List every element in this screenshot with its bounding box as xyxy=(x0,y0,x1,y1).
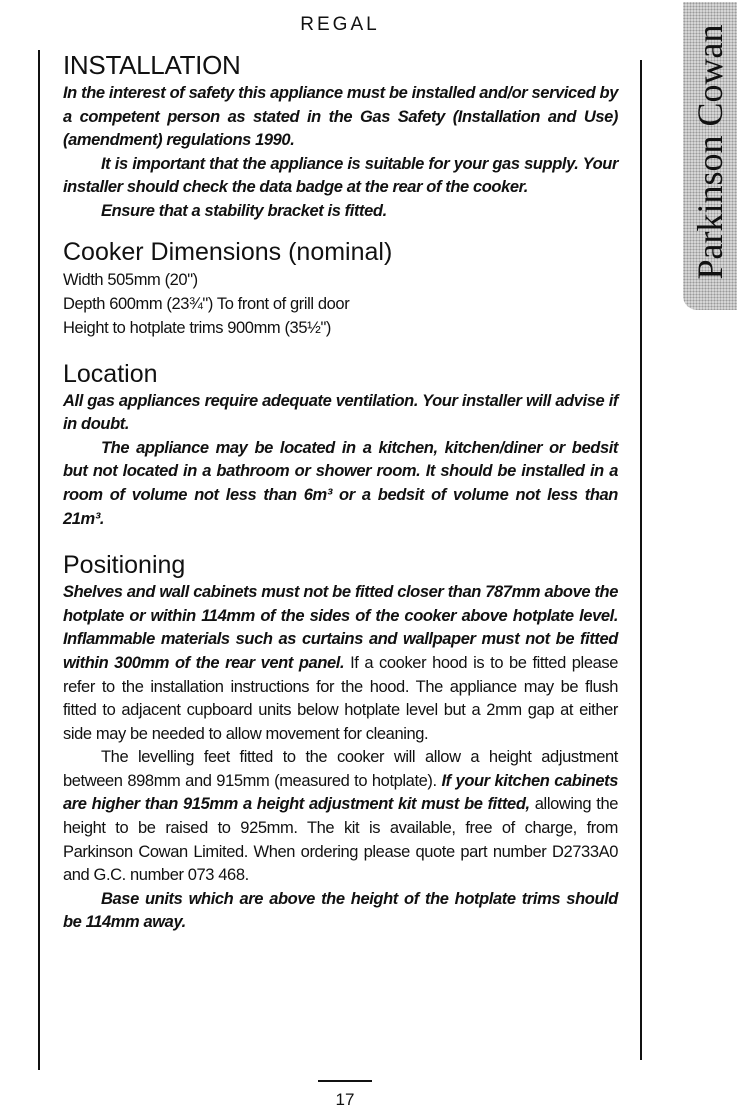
installation-para-1: In the interest of safety this appliance must be installed and/or serviced by a competent person as stated in the Gas Safety (Installation and Use) (amendment) regulations 1990. xyxy=(63,84,618,150)
positioning-hood-text: If a cooker hood is to be fitted please refer to the installation instructions for the hood. The appliance may be flush fitted to adjacent cupboard units below hotplate level but a 2mm gap at either side may be needed to allow movement for cleaning. xyxy=(63,653,618,743)
positioning-heading: Positioning xyxy=(63,551,186,580)
positioning-para-3: Base units which are above the height of the hotplate trims should be 114mm away. xyxy=(63,889,618,932)
installation-para-3: Ensure that a stability bracket is fitted. xyxy=(101,201,387,220)
page-number: 17 xyxy=(335,1090,355,1109)
dimension-height: Height to hotplate trims 900mm (35½") xyxy=(63,318,332,337)
installation-para-2: It is important that the appliance is suitable for your gas supply. Your installer should check the data badge at the rear of the cooker. xyxy=(63,154,618,197)
left-margin-rule xyxy=(38,50,40,1070)
dimension-depth: Depth 600mm (23¾") To front of grill door xyxy=(63,294,350,313)
page-number-rule xyxy=(318,1080,372,1082)
location-para-1: All gas appliances require adequate ventilation. Your installer will advise if in doubt. xyxy=(63,391,618,434)
positioning-para-2 xyxy=(63,746,618,888)
brand-tab xyxy=(683,2,737,310)
levelling-feet-text: The levelling feet fitted to the cooker will allow a height adjustment between 898mm and 915mm (measured to hotplate). xyxy=(63,748,618,790)
dimensions-heading: Cooker Dimensions (nominal) xyxy=(63,237,393,266)
location-heading: Location xyxy=(63,359,158,388)
right-margin-rule xyxy=(640,60,642,1060)
dimension-width: Width 505mm (20") xyxy=(63,270,198,289)
height-kit-warning-text: If your kitchen cabinets are higher than 915mm a height adjustment kit must be fitted, xyxy=(63,771,618,814)
page-header-title: REGAL xyxy=(300,14,380,35)
brand-tab-text: Parkinson Cowan xyxy=(690,24,730,280)
positioning-para-1 xyxy=(63,581,618,746)
installation-heading: INSTALLATION xyxy=(63,50,241,80)
main-content xyxy=(63,48,618,935)
positioning-warning-text: Shelves and wall cabinets must not be fitted closer than 787mm above the hotplate or within 114mm of the sides of the cooker above hotplate level. Inflammable materials such as curtains and wallpaper must not be fitted within 300mm of the rear vent panel. xyxy=(63,583,618,672)
height-kit-details-text: allowing the height to be raised to 925mm. The kit is available, free of charge, from Parkinson Cowan Limited. When ordering please quote part number D2733A0 and G.C. number 073 468. xyxy=(63,795,618,885)
location-para-2: The appliance may be located in a kitchen, kitchen/diner or bedsit but not located in a bathroom or shower room. It should be installed in a room of volume not less than 6m³ or a bedsit of volume not less than 21m³. xyxy=(63,438,618,528)
